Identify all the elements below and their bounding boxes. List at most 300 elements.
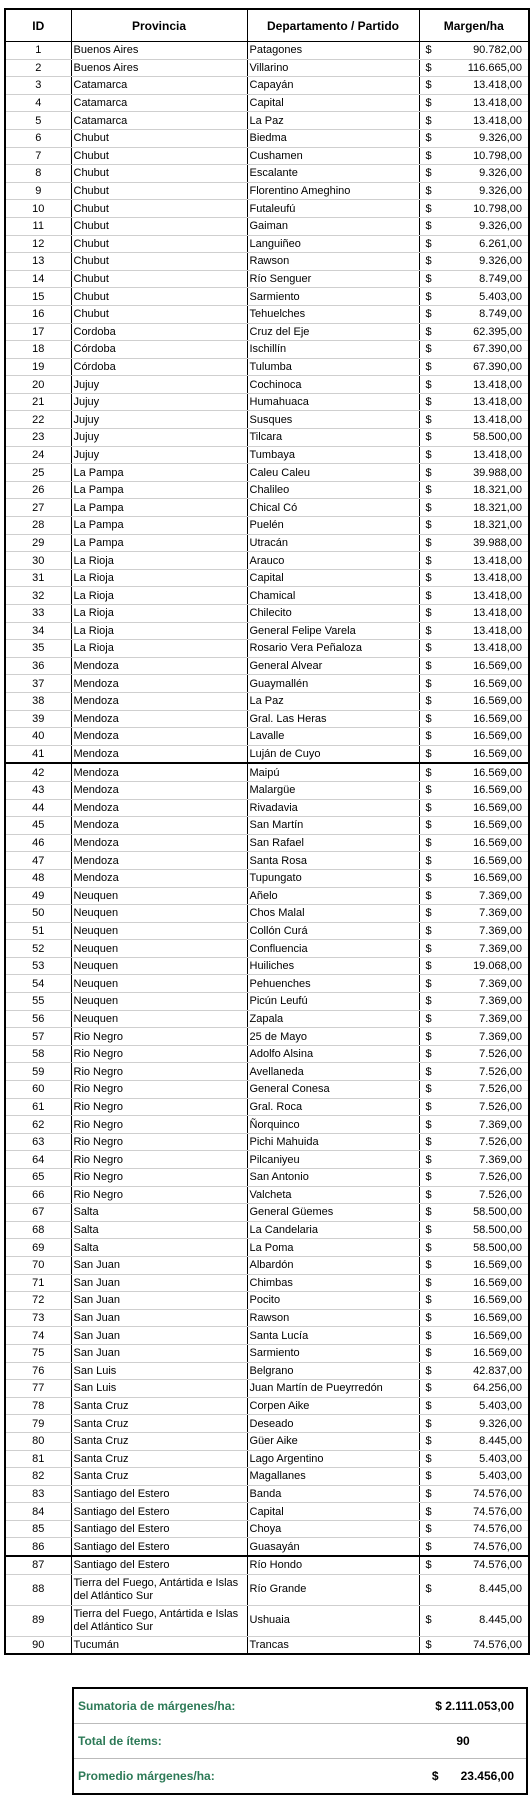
cell-id: 69 <box>5 1239 71 1257</box>
cell-margen <box>419 341 529 359</box>
cell-id: 36 <box>5 657 71 675</box>
currency-symbol: $ <box>425 1312 432 1325</box>
cell-provincia: Mendoza <box>71 869 247 887</box>
cell-id: 42 <box>5 763 71 781</box>
cell-margen <box>419 781 529 799</box>
cell-id: 76 <box>5 1362 71 1380</box>
cell-provincia: San Juan <box>71 1292 247 1310</box>
currency-symbol: $ <box>425 642 432 655</box>
cell-provincia: Neuquen <box>71 887 247 905</box>
margen-value: 74.576,00 <box>473 1487 522 1500</box>
cell-margen <box>419 1116 529 1134</box>
cell-margen <box>419 200 529 218</box>
cell-margen <box>419 1362 529 1380</box>
cell-provincia: La Pampa <box>71 499 247 517</box>
cell-margen <box>419 622 529 640</box>
cell-margen <box>419 763 529 781</box>
cell-provincia: Chubut <box>71 147 247 165</box>
cell-departamento: Trancas <box>247 1636 419 1654</box>
cell-id: 11 <box>5 217 71 235</box>
margen-value: 8.749,00 <box>479 308 522 321</box>
header-margen: Margen/ha <box>419 9 529 42</box>
table-row <box>5 799 529 817</box>
cell-departamento: La Candelaria <box>247 1221 419 1239</box>
cell-departamento: Valcheta <box>247 1186 419 1204</box>
cell-id: 31 <box>5 569 71 587</box>
cell-id: 4 <box>5 94 71 112</box>
cell-id: 7 <box>5 147 71 165</box>
margen-value: 58.500,00 <box>473 431 522 444</box>
margen-value: 58.500,00 <box>473 1206 522 1219</box>
currency-symbol: $ <box>425 431 432 444</box>
cell-provincia: Chubut <box>71 182 247 200</box>
currency-symbol: $ <box>425 1540 432 1553</box>
cell-departamento: Collón Curá <box>247 922 419 940</box>
currency-symbol: $ <box>425 185 432 198</box>
cell-departamento: Gral. Roca <box>247 1098 419 1116</box>
cell-id: 72 <box>5 1292 71 1310</box>
table-row <box>5 270 529 288</box>
margen-value: 18.321,00 <box>473 484 522 497</box>
cell-provincia: Santiago del Estero <box>71 1485 247 1503</box>
table-row <box>5 887 529 905</box>
margen-value: 67.390,00 <box>473 343 522 356</box>
table-row <box>5 675 529 693</box>
sum-value: $ 2.111.053,00 <box>435 1699 514 1713</box>
margen-value: 13.418,00 <box>473 79 522 92</box>
currency-symbol: $ <box>425 1583 432 1596</box>
cell-departamento: Choya <box>247 1520 419 1538</box>
cell-id: 9 <box>5 182 71 200</box>
cell-provincia: Rio Negro <box>71 1098 247 1116</box>
cell-departamento: Tehuelches <box>247 305 419 323</box>
margen-value: 58.500,00 <box>473 1224 522 1237</box>
cell-id: 16 <box>5 305 71 323</box>
currency-symbol: $ <box>425 1188 432 1201</box>
cell-margen <box>419 464 529 482</box>
cell-provincia: Cordoba <box>71 323 247 341</box>
cell-provincia: Mendoza <box>71 728 247 746</box>
currency-symbol: $ <box>425 1030 432 1043</box>
cell-id: 78 <box>5 1397 71 1415</box>
cell-provincia: Neuquen <box>71 1010 247 1028</box>
cell-departamento: La Paz <box>247 112 419 130</box>
cell-margen <box>419 1045 529 1063</box>
cell-provincia: Chubut <box>71 217 247 235</box>
table-row <box>5 77 529 95</box>
margen-value: 19.068,00 <box>473 960 522 973</box>
cell-margen <box>419 692 529 710</box>
cell-departamento: 25 de Mayo <box>247 1028 419 1046</box>
table-row <box>5 605 529 623</box>
cell-provincia: Mendoza <box>71 710 247 728</box>
currency-symbol: $ <box>425 572 432 585</box>
table-row <box>5 1098 529 1116</box>
currency-symbol: $ <box>425 1083 432 1096</box>
currency-symbol: $ <box>425 79 432 92</box>
cell-provincia: Neuquen <box>71 905 247 923</box>
table-row <box>5 305 529 323</box>
cell-provincia: Mendoza <box>71 692 247 710</box>
cell-departamento: General Felipe Varela <box>247 622 419 640</box>
margen-value: 39.988,00 <box>473 536 522 549</box>
table-row <box>5 1256 529 1274</box>
cell-margen <box>419 1151 529 1169</box>
cell-provincia: Salta <box>71 1204 247 1222</box>
currency-symbol: $ <box>425 784 432 797</box>
cell-id: 28 <box>5 517 71 535</box>
cell-margen <box>419 77 529 95</box>
cell-departamento: Santa Rosa <box>247 852 419 870</box>
table-row <box>5 464 529 482</box>
cell-margen <box>419 393 529 411</box>
margen-value: 18.321,00 <box>473 501 522 514</box>
cell-provincia: Catamarca <box>71 112 247 130</box>
cell-margen <box>419 675 529 693</box>
margen-value: 13.418,00 <box>473 114 522 127</box>
cell-departamento: Rivadavia <box>247 799 419 817</box>
margen-value: 9.326,00 <box>479 255 522 268</box>
cell-id: 60 <box>5 1081 71 1099</box>
table-header-row <box>5 9 529 42</box>
cell-departamento: Confluencia <box>247 940 419 958</box>
cell-provincia: La Pampa <box>71 534 247 552</box>
table-row <box>5 1415 529 1433</box>
currency-symbol: $ <box>425 466 432 479</box>
margen-value: 16.569,00 <box>473 748 522 761</box>
table-row <box>5 1344 529 1362</box>
cell-provincia: San Luis <box>71 1362 247 1380</box>
table-row <box>5 1574 529 1605</box>
table-row <box>5 1028 529 1046</box>
cell-id: 65 <box>5 1169 71 1187</box>
cell-id: 6 <box>5 129 71 147</box>
cell-provincia: Santiago del Estero <box>71 1503 247 1521</box>
cell-margen <box>419 165 529 183</box>
cell-margen <box>419 975 529 993</box>
cell-margen <box>419 481 529 499</box>
cell-id: 48 <box>5 869 71 887</box>
table-row <box>5 1309 529 1327</box>
cell-id: 23 <box>5 429 71 447</box>
table-row <box>5 341 529 359</box>
cell-id: 74 <box>5 1327 71 1345</box>
cell-id: 19 <box>5 358 71 376</box>
cell-departamento: Albardón <box>247 1256 419 1274</box>
margen-value: 16.569,00 <box>473 784 522 797</box>
currency-symbol: $ <box>425 1614 432 1627</box>
margen-value: 16.569,00 <box>473 837 522 850</box>
margen-value: 74.576,00 <box>473 1523 522 1536</box>
currency-symbol: $ <box>425 149 432 162</box>
cell-id: 22 <box>5 411 71 429</box>
table-row <box>5 1274 529 1292</box>
margen-value: 16.569,00 <box>473 1276 522 1289</box>
table-row <box>5 1063 529 1081</box>
margen-value: 8.445,00 <box>479 1435 522 1448</box>
margen-value: 74.576,00 <box>473 1638 522 1651</box>
table-row <box>5 1327 529 1345</box>
cell-id: 71 <box>5 1274 71 1292</box>
table-row <box>5 1432 529 1450</box>
table-row <box>5 552 529 570</box>
avg-label: Promedio márgenes/ha: <box>78 1769 215 1783</box>
table-row <box>5 745 529 763</box>
header-provincia: Provincia <box>71 9 247 42</box>
margen-value: 5.403,00 <box>479 290 522 303</box>
cell-provincia: Neuquen <box>71 993 247 1011</box>
currency-symbol: $ <box>425 1452 432 1465</box>
cell-margen <box>419 834 529 852</box>
margen-value: 7.369,00 <box>479 1030 522 1043</box>
margen-value: 74.576,00 <box>473 1540 522 1553</box>
cell-departamento: Puelén <box>247 517 419 535</box>
currency-symbol: $ <box>425 960 432 973</box>
margen-value: 16.569,00 <box>473 677 522 690</box>
cell-provincia: Mendoza <box>71 763 247 781</box>
margen-value: 9.326,00 <box>479 1417 522 1430</box>
cell-id: 86 <box>5 1538 71 1556</box>
currency-symbol: $ <box>425 712 432 725</box>
currency-symbol: $ <box>425 1487 432 1500</box>
margen-value: 16.569,00 <box>473 1347 522 1360</box>
cell-id: 14 <box>5 270 71 288</box>
cell-provincia: Mendoza <box>71 799 247 817</box>
table-row <box>5 1503 529 1521</box>
margen-value: 7.369,00 <box>479 1012 522 1025</box>
table-row <box>5 869 529 887</box>
cell-id: 84 <box>5 1503 71 1521</box>
table-row <box>5 1169 529 1187</box>
cell-id: 37 <box>5 675 71 693</box>
currency-symbol: $ <box>425 1470 432 1483</box>
cell-departamento: Magallanes <box>247 1468 419 1486</box>
cell-margen <box>419 922 529 940</box>
table-row <box>5 834 529 852</box>
cell-id: 30 <box>5 552 71 570</box>
currency-symbol: $ <box>425 1259 432 1272</box>
cell-provincia: San Juan <box>71 1344 247 1362</box>
cell-departamento: Guaymallén <box>247 675 419 693</box>
table-row <box>5 323 529 341</box>
currency-symbol: $ <box>425 1206 432 1219</box>
cell-provincia: Buenos Aires <box>71 42 247 60</box>
margen-value: 9.326,00 <box>479 132 522 145</box>
currency-symbol: $ <box>425 308 432 321</box>
currency-symbol: $ <box>425 1559 432 1572</box>
table-row <box>5 429 529 447</box>
cell-id: 24 <box>5 446 71 464</box>
margen-value: 58.500,00 <box>473 1241 522 1254</box>
cell-margen <box>419 446 529 464</box>
cell-id: 55 <box>5 993 71 1011</box>
currency-symbol: $ <box>425 97 432 110</box>
cell-margen <box>419 887 529 905</box>
cell-departamento: Lavalle <box>247 728 419 746</box>
table-row <box>5 1239 529 1257</box>
currency-symbol: $ <box>425 1417 432 1430</box>
cell-id: 57 <box>5 1028 71 1046</box>
margen-value: 7.369,00 <box>479 1118 522 1131</box>
cell-margen <box>419 1636 529 1654</box>
currency-symbol: $ <box>425 1638 432 1651</box>
cell-provincia: Rio Negro <box>71 1186 247 1204</box>
cell-id: 90 <box>5 1636 71 1654</box>
currency-symbol: $ <box>425 1241 432 1254</box>
cell-margen <box>419 59 529 77</box>
cell-departamento: General Güemes <box>247 1204 419 1222</box>
margen-value: 13.418,00 <box>473 554 522 567</box>
table-row <box>5 728 529 746</box>
cell-margen <box>419 799 529 817</box>
cell-margen <box>419 1344 529 1362</box>
cell-departamento: Chilecito <box>247 605 419 623</box>
cell-departamento: Sarmiento <box>247 1344 419 1362</box>
cell-provincia: Chubut <box>71 305 247 323</box>
table-row <box>5 393 529 411</box>
margen-value: 16.569,00 <box>473 872 522 885</box>
currency-symbol: $ <box>425 1523 432 1536</box>
margen-value: 16.569,00 <box>473 854 522 867</box>
currency-symbol: $ <box>425 1065 432 1078</box>
cell-id: 27 <box>5 499 71 517</box>
table-row <box>5 1397 529 1415</box>
cell-provincia: Rio Negro <box>71 1081 247 1099</box>
cell-departamento: Pilcaniyeu <box>247 1151 419 1169</box>
cell-departamento: Cushamen <box>247 147 419 165</box>
cell-id: 20 <box>5 376 71 394</box>
margins-table <box>4 8 530 1655</box>
margen-value: 39.988,00 <box>473 466 522 479</box>
margen-value: 42.837,00 <box>473 1364 522 1377</box>
cell-margen <box>419 411 529 429</box>
margen-value: 16.569,00 <box>473 695 522 708</box>
cell-departamento: Cruz del Eje <box>247 323 419 341</box>
cell-departamento: Tulumba <box>247 358 419 376</box>
cell-provincia: Rio Negro <box>71 1133 247 1151</box>
cell-id: 53 <box>5 957 71 975</box>
currency-symbol: $ <box>425 995 432 1008</box>
currency-symbol: $ <box>425 1136 432 1149</box>
table-row <box>5 235 529 253</box>
cell-margen <box>419 253 529 271</box>
margen-value: 13.418,00 <box>473 607 522 620</box>
cell-id: 89 <box>5 1605 71 1636</box>
cell-provincia: Santiago del Estero <box>71 1556 247 1574</box>
table-row <box>5 1151 529 1169</box>
cell-provincia: Mendoza <box>71 817 247 835</box>
cell-departamento: Pichi Mahuida <box>247 1133 419 1151</box>
cell-margen <box>419 517 529 535</box>
currency-symbol: $ <box>425 44 432 57</box>
margen-value: 13.418,00 <box>473 448 522 461</box>
cell-departamento: Chical Có <box>247 499 419 517</box>
cell-provincia: La Pampa <box>71 464 247 482</box>
cell-provincia: Santiago del Estero <box>71 1520 247 1538</box>
cell-id: 63 <box>5 1133 71 1151</box>
table-row <box>5 1520 529 1538</box>
table-row <box>5 1045 529 1063</box>
cell-departamento: La Poma <box>247 1239 419 1257</box>
cell-id: 3 <box>5 77 71 95</box>
cell-margen <box>419 1133 529 1151</box>
cell-margen <box>419 569 529 587</box>
currency-symbol: $ <box>425 61 432 74</box>
cell-provincia: La Rioja <box>71 552 247 570</box>
cell-id: 85 <box>5 1520 71 1538</box>
cell-departamento: Pehuenches <box>247 975 419 993</box>
cell-margen <box>419 993 529 1011</box>
cell-margen <box>419 1327 529 1345</box>
cell-departamento: Florentino Ameghino <box>247 182 419 200</box>
currency-symbol: $ <box>425 396 432 409</box>
currency-symbol: $ <box>425 1171 432 1184</box>
cell-departamento: Ischillín <box>247 341 419 359</box>
table-row <box>5 42 529 60</box>
table-row <box>5 640 529 658</box>
cell-departamento: Zapala <box>247 1010 419 1028</box>
cell-margen <box>419 147 529 165</box>
cell-margen <box>419 1605 529 1636</box>
cell-id: 15 <box>5 288 71 306</box>
cell-departamento: Juan Martín de Pueyrredón <box>247 1380 419 1398</box>
cell-provincia: La Rioja <box>71 640 247 658</box>
cell-margen <box>419 1574 529 1605</box>
cell-margen <box>419 1169 529 1187</box>
currency-symbol: $ <box>425 924 432 937</box>
cell-id: 87 <box>5 1556 71 1574</box>
margen-value: 64.256,00 <box>473 1382 522 1395</box>
margen-value: 16.569,00 <box>473 730 522 743</box>
cell-margen <box>419 1520 529 1538</box>
margen-value: 7.526,00 <box>479 1136 522 1149</box>
cell-margen <box>419 905 529 923</box>
currency-symbol: $ <box>425 730 432 743</box>
cell-provincia: Santiago del Estero <box>71 1538 247 1556</box>
cell-margen <box>419 710 529 728</box>
margen-value: 7.369,00 <box>479 907 522 920</box>
margen-value: 5.403,00 <box>479 1470 522 1483</box>
margen-value: 13.418,00 <box>473 572 522 585</box>
cell-id: 18 <box>5 341 71 359</box>
currency-symbol: $ <box>425 1153 432 1166</box>
cell-departamento: Rawson <box>247 1309 419 1327</box>
currency-symbol: $ <box>425 1364 432 1377</box>
currency-symbol: $ <box>425 484 432 497</box>
currency-symbol: $ <box>425 237 432 250</box>
currency-symbol: $ <box>425 202 432 215</box>
cell-margen <box>419 1274 529 1292</box>
table-row <box>5 905 529 923</box>
header-departamento: Departamento / Partido <box>247 9 419 42</box>
table-row <box>5 147 529 165</box>
currency-symbol: $ <box>425 554 432 567</box>
table-row <box>5 1485 529 1503</box>
margen-value: 16.569,00 <box>473 1329 522 1342</box>
table-row <box>5 165 529 183</box>
table-row <box>5 517 529 535</box>
cell-margen <box>419 305 529 323</box>
cell-id: 54 <box>5 975 71 993</box>
cell-id: 79 <box>5 1415 71 1433</box>
cell-id: 58 <box>5 1045 71 1063</box>
cell-provincia: San Juan <box>71 1256 247 1274</box>
cell-id: 45 <box>5 817 71 835</box>
avg-currency: $ <box>431 1769 439 1783</box>
cell-id: 47 <box>5 852 71 870</box>
cell-departamento: Río Senguer <box>247 270 419 288</box>
cell-provincia: Santa Cruz <box>71 1450 247 1468</box>
